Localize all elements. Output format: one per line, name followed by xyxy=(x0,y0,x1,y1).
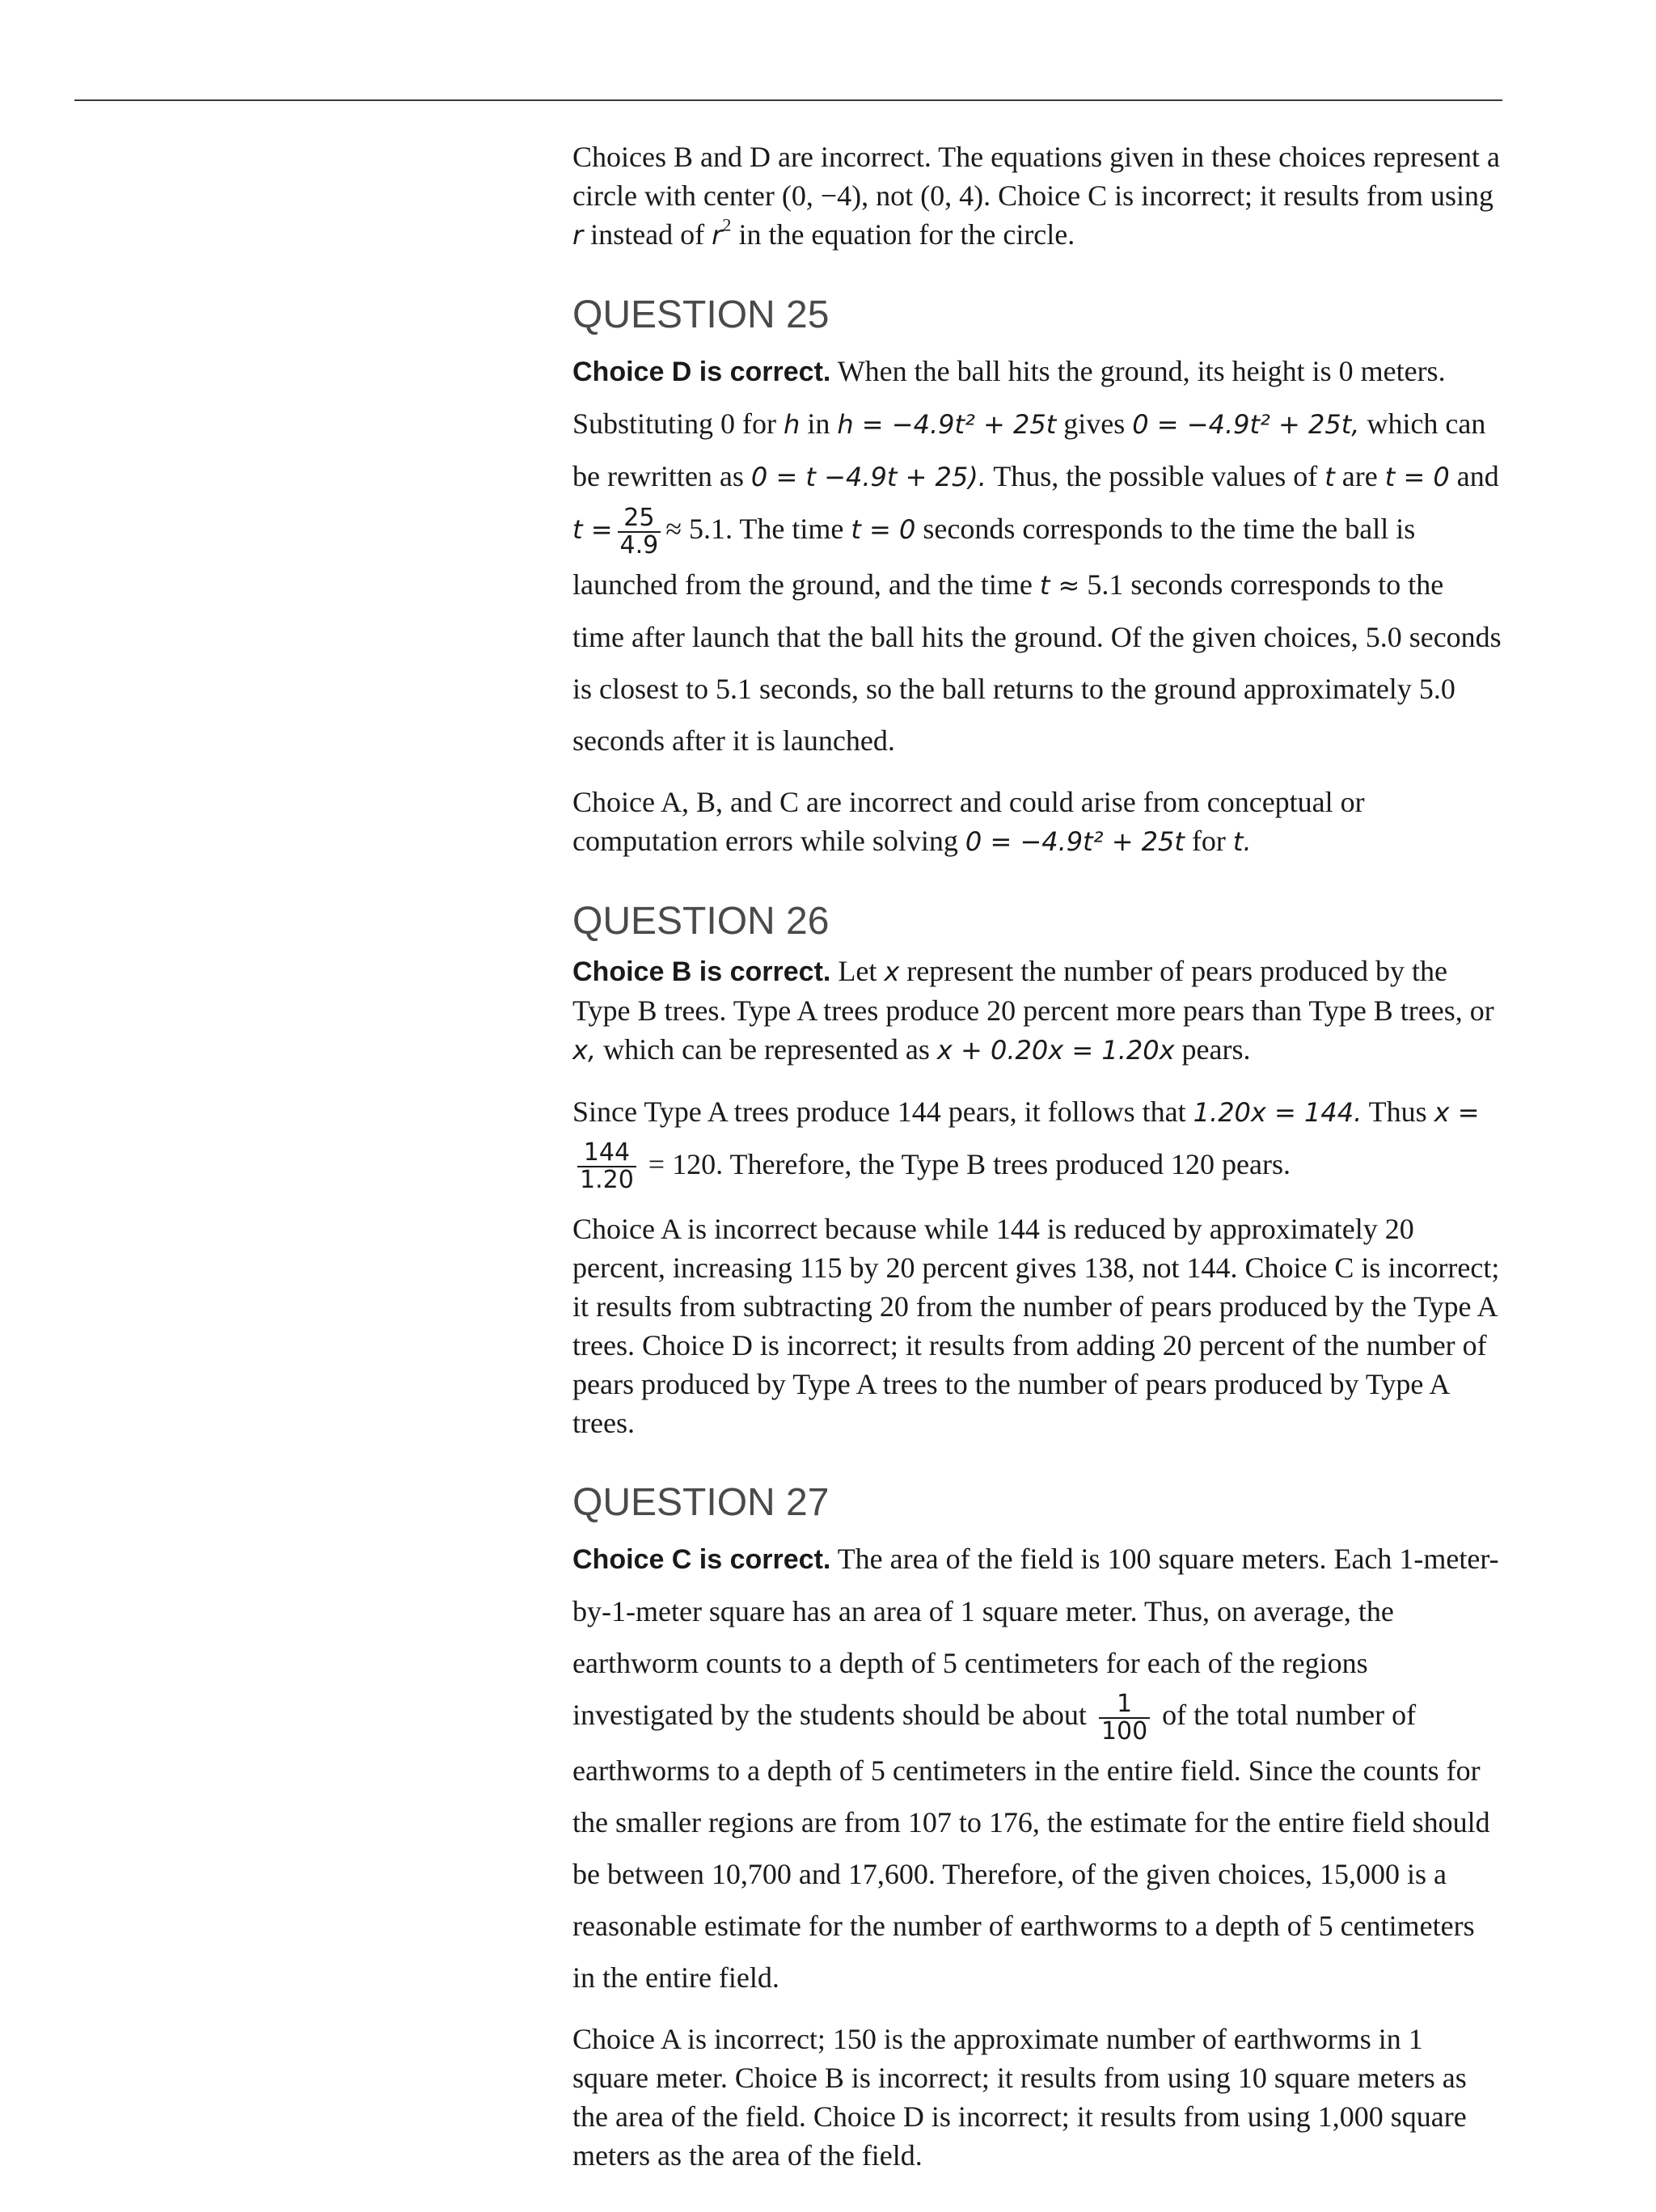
text: for xyxy=(1184,824,1233,857)
math-var: t. xyxy=(1232,825,1252,857)
math-expression: x = xyxy=(1434,1096,1480,1128)
fraction-denominator: 4.9 xyxy=(619,530,659,559)
math-exponent: 2 xyxy=(722,214,732,235)
fraction-numerator: 1 xyxy=(1099,1691,1150,1719)
math-expression: x + 0.20x = 1.20x xyxy=(936,1034,1175,1066)
text: which can be rewritten as xyxy=(572,407,1486,492)
correct-choice-label: Choice D is correct. xyxy=(572,357,831,387)
intro-paragraph xyxy=(572,137,1502,255)
text: Choice A, B, and C are incorrect and could arise from conceptual or computation errors while solving xyxy=(572,785,1365,857)
text: represent the number of pears produced by the Type B trees. Type A trees produce 20 percent more pears than Type B trees, or xyxy=(572,954,1494,1027)
math-expression: t ≈ xyxy=(1039,569,1080,601)
explanation-paragraph xyxy=(572,345,1502,766)
correct-choice-label: Choice C is correct. xyxy=(572,1544,831,1576)
question-25-section xyxy=(572,292,1502,861)
question-heading: QUESTION 27 xyxy=(572,1481,830,1525)
question-26-section xyxy=(572,898,1502,1443)
math-expression: 0 = −4.9t² + 25t, xyxy=(1132,409,1360,440)
text: Choices B and D are incorrect. The equations given in these choices represent a circle with center (0, −4), not (0, 4). Choice C is incorrect; it results from using xyxy=(572,141,1500,212)
fraction-denominator: 1.20 xyxy=(580,1166,634,1195)
math-var: r xyxy=(712,220,723,251)
text: = 120. Therefore, the Type B trees produced 120 pears. xyxy=(640,1147,1291,1180)
explanation-paragraph xyxy=(572,783,1502,861)
text: Since Type A trees produce 144 pears, it follows that xyxy=(572,1095,1193,1128)
text: Thus xyxy=(1362,1095,1434,1128)
fraction xyxy=(1099,1691,1150,1745)
fraction-numerator: 25 xyxy=(618,505,661,533)
math-expression: 0 = t −4.9t + 25). xyxy=(750,462,986,492)
explanation-paragraph: Choice A is incorrect because while 144 is reduced by approximately 20 percent, increasing 115 by 20 percent gives 138, not 144. Choice C is incorrect; it results from subtracting 20 from the number of pears produced by the Type A trees. Choice D is incorrect; it results from adding 20 percent of the number of pears produced by Type A trees to the number of pears produced by Type A trees. xyxy=(572,1213,1500,1440)
text: seconds corresponds to the time the ball is launched from the ground, and the time xyxy=(572,513,1416,601)
text: which can be represented as xyxy=(596,1032,937,1066)
math-expression: 1.20x = 144. xyxy=(1193,1096,1362,1128)
text: of the total number of earthworms to a depth of 5 centimeters in the entire field. Since the counts for the smaller regions are from 107 to 176, the estimate for the entire field should be between 10,700 and 17,600. Therefore, of the given choices, 15,000 is a reasonable estimate for the number of earthworms to a depth of 5 centimeters in the entire field. xyxy=(572,1699,1490,1995)
question-heading: QUESTION 26 xyxy=(572,899,830,943)
header-rule xyxy=(74,99,1502,101)
text: The area of the field is 100 square meters. Each 1-meter-by-1-meter square has an area of 1 square meter. Thus, on average, the earthworm counts to a depth of 5 centimeters for each of the regions investigated by the students should be about xyxy=(572,1543,1499,1732)
explanation-paragraph xyxy=(572,1086,1502,1194)
explanation-paragraph xyxy=(572,952,1502,1070)
text: pears. xyxy=(1174,1032,1251,1066)
text: instead of xyxy=(583,218,712,251)
math-expression: h = −4.9t² + 25t xyxy=(837,409,1057,440)
answer-explanations xyxy=(572,137,1502,2212)
question-27-section xyxy=(572,1480,1502,2175)
text: Thus, the possible values of xyxy=(986,460,1325,492)
text: ≈ 5.1. The time xyxy=(665,513,851,545)
fraction-numerator: 144 xyxy=(577,1140,636,1167)
fraction-denominator: 100 xyxy=(1100,1717,1148,1746)
math-expression: t = 0 xyxy=(1384,462,1450,492)
text: and xyxy=(1449,460,1499,492)
text: When the ball hits the ground, its height is 0 meters. Substituting 0 for xyxy=(572,355,1446,440)
text: are xyxy=(1334,460,1385,492)
math-var: h xyxy=(784,409,801,440)
math-var: r xyxy=(572,220,584,251)
correct-choice-label: Choice B is correct. xyxy=(572,956,831,987)
text: Let xyxy=(830,954,885,987)
text: in xyxy=(800,407,838,440)
fraction xyxy=(577,1140,636,1193)
math-var: x, xyxy=(572,1034,597,1066)
text: in the equation for the circle. xyxy=(731,218,1075,251)
math-var: t xyxy=(1324,462,1335,492)
text: 5.1 seconds corresponds to the time after launch that the ball hits the ground. Of the given choices, 5.0 seconds is closest to 5.1 seconds, so the ball returns to the ground approximately 5.0 seconds after it is launched. xyxy=(572,568,1502,757)
math-expression: t = xyxy=(572,514,613,545)
text: gives xyxy=(1056,407,1133,440)
explanation-paragraph: Choice A is incorrect; 150 is the approximate number of earthworms in 1 square meter. Choice B is incorrect; it results from using 10 square meters as the area of the field. Choice D is incorrect; it results from using 1,000 square meters as the area of the field. xyxy=(572,2023,1467,2172)
intro-section xyxy=(572,137,1502,255)
math-expression: t = 0 xyxy=(851,514,916,545)
math-expression: 0 = −4.9t² + 25t xyxy=(965,825,1185,857)
math-var: x xyxy=(884,956,900,987)
fraction xyxy=(618,505,661,559)
explanation-paragraph xyxy=(572,1533,1502,2003)
question-heading: QUESTION 25 xyxy=(572,293,830,336)
